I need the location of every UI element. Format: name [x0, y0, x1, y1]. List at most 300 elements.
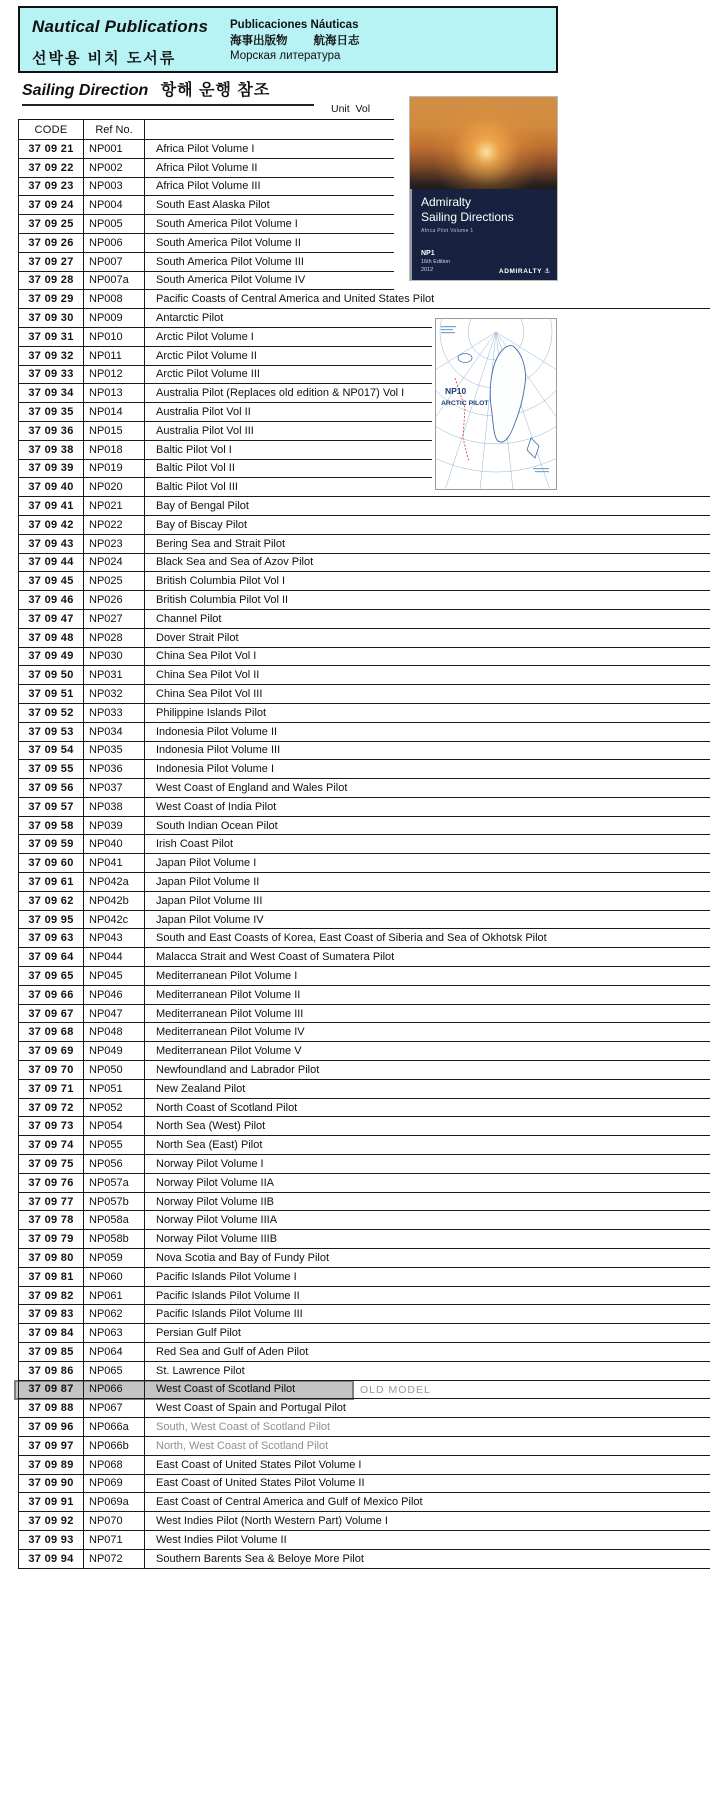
table-row: [18, 1493, 710, 1512]
row-ref-no: NP050: [84, 1061, 145, 1080]
banner-right: [230, 17, 360, 65]
row-title: Newfoundland and Labrador Pilot: [145, 1061, 710, 1080]
row-ref-no: NP055: [84, 1136, 145, 1155]
row-code: 37 09 78: [18, 1211, 84, 1230]
row-code: 37 09 39: [18, 460, 84, 479]
row-ref-no: NP067: [84, 1399, 145, 1418]
row-ref-no: NP062: [84, 1305, 145, 1324]
table-row: [18, 516, 710, 535]
row-title: Mediterranean Pilot Volume II: [145, 986, 710, 1005]
row-title: Black Sea and Sea of Azov Pilot: [145, 554, 710, 573]
arctic-pilot-map-image: [435, 318, 557, 490]
table-row: [18, 685, 710, 704]
page-title-korean: 선박용 비치 도서류: [32, 50, 177, 67]
row-code: 37 09 55: [18, 760, 84, 779]
row-code: 37 09 87: [18, 1381, 84, 1400]
row-code: 37 09 81: [18, 1268, 84, 1287]
row-code: 37 09 76: [18, 1174, 84, 1193]
table-row: [18, 1099, 710, 1118]
arctic-map-graphic: [435, 318, 557, 490]
table-row: [18, 760, 710, 779]
row-code: 37 09 36: [18, 422, 84, 441]
row-title: British Columbia Pilot Vol I: [145, 572, 710, 591]
row-title: Baltic Pilot Vol III: [145, 478, 710, 497]
row-title: Australia Pilot (Replaces old edition & NP017) Vol I: [145, 384, 710, 403]
row-ref-no: NP025: [84, 572, 145, 591]
row-code: 37 09 57: [18, 798, 84, 817]
row-code: 37 09 30: [18, 309, 84, 328]
row-ref-no: NP007a: [84, 272, 145, 291]
row-ref-no: NP021: [84, 497, 145, 516]
row-code: 37 09 77: [18, 1193, 84, 1212]
row-title: Bay of Bengal Pilot: [145, 497, 710, 516]
row-code: 37 09 83: [18, 1305, 84, 1324]
row-code: 37 09 26: [18, 234, 84, 253]
table-row: [18, 666, 710, 685]
row-title: Persian Gulf Pilot: [145, 1324, 710, 1343]
row-title: North Sea (East) Pilot: [145, 1136, 710, 1155]
table-row: [18, 742, 710, 761]
book-cover-image: [410, 97, 557, 280]
row-ref-no: NP032: [84, 685, 145, 704]
row-title: China Sea Pilot Vol III: [145, 685, 710, 704]
row-title: Arctic Pilot Volume III: [145, 366, 710, 385]
row-code: 37 09 28: [18, 272, 84, 291]
page-title-russian: Морская литература: [230, 50, 341, 63]
row-title: Africa Pilot Volume III: [145, 178, 710, 197]
row-code: 37 09 96: [18, 1418, 84, 1437]
row-title: Japan Pilot Volume I: [145, 854, 710, 873]
page-title-chinese-left: 海事出版物: [230, 34, 288, 47]
row-ref-no: NP054: [84, 1117, 145, 1136]
row-code: 37 09 69: [18, 1042, 84, 1061]
table-row: [18, 948, 710, 967]
row-code: 37 09 91: [18, 1493, 84, 1512]
row-code: 37 09 68: [18, 1023, 84, 1042]
table-row: [18, 1117, 710, 1136]
cover-sunset-photo: [410, 97, 557, 189]
row-title: Dover Strait Pilot: [145, 629, 710, 648]
row-title: Baltic Pilot Vol I: [145, 441, 710, 460]
table-row: [18, 779, 710, 798]
row-title: West Indies Pilot (North Western Part) Volume I: [145, 1512, 710, 1531]
row-ref-no: NP010: [84, 328, 145, 347]
row-ref-no: NP057b: [84, 1193, 145, 1212]
row-title: Malacca Strait and West Coast of Sumatera Pilot: [145, 948, 710, 967]
column-header-ref-no: Ref No.: [84, 119, 145, 140]
cover-year: 2012: [421, 267, 434, 274]
table-row: [18, 1211, 710, 1230]
row-code: 37 09 70: [18, 1061, 84, 1080]
row-ref-no: NP052: [84, 1099, 145, 1118]
row-title: Norway Pilot Volume IIIA: [145, 1211, 710, 1230]
row-ref-no: NP015: [84, 422, 145, 441]
row-title: West Coast of Spain and Portugal Pilot: [145, 1399, 710, 1418]
row-title: British Columbia Pilot Vol II: [145, 591, 710, 610]
row-title: North Sea (West) Pilot: [145, 1117, 710, 1136]
row-title: South America Pilot Volume I: [145, 215, 710, 234]
table-row: [18, 610, 710, 629]
row-ref-no: NP070: [84, 1512, 145, 1531]
table-row: [18, 1136, 710, 1155]
cover-edition-block: [421, 249, 450, 275]
table-row: [18, 1324, 710, 1343]
row-title: Indonesia Pilot Volume II: [145, 723, 710, 742]
row-code: 37 09 59: [18, 835, 84, 854]
row-code: 37 09 88: [18, 1399, 84, 1418]
row-title: Australia Pilot Vol III: [145, 422, 710, 441]
row-ref-no: NP030: [84, 648, 145, 667]
row-ref-no: NP004: [84, 196, 145, 215]
row-title: North, West Coast of Scotland Pilot: [145, 1437, 710, 1456]
section-title-english: Sailing Direction: [22, 82, 149, 99]
row-title: West Coast of India Pilot: [145, 798, 710, 817]
table-row: [18, 554, 710, 573]
table-row: [18, 1023, 710, 1042]
row-code: 37 09 94: [18, 1550, 84, 1569]
table-row: [18, 1230, 710, 1249]
row-ref-no: NP044: [84, 948, 145, 967]
row-ref-no: NP018: [84, 441, 145, 460]
row-ref-no: NP036: [84, 760, 145, 779]
row-code: 37 09 66: [18, 986, 84, 1005]
row-ref-no: NP064: [84, 1343, 145, 1362]
row-ref-no: NP035: [84, 742, 145, 761]
row-code: 37 09 44: [18, 554, 84, 573]
row-ref-no: NP039: [84, 817, 145, 836]
map-label-np10: NP10: [445, 386, 467, 396]
row-code: 37 09 46: [18, 591, 84, 610]
row-title: Antarctic Pilot: [145, 309, 710, 328]
table-row: [18, 1305, 710, 1324]
row-ref-no: NP049: [84, 1042, 145, 1061]
table-row: [18, 648, 710, 667]
table-row: [18, 817, 710, 836]
row-code: 37 09 92: [18, 1512, 84, 1531]
row-ref-no: NP046: [84, 986, 145, 1005]
table-row: [18, 1249, 710, 1268]
row-title: Red Sea and Gulf of Aden Pilot: [145, 1343, 710, 1362]
row-title: Norway Pilot Volume I: [145, 1155, 710, 1174]
row-title: East Coast of Central America and Gulf of Mexico Pilot: [145, 1493, 710, 1512]
row-code: 37 09 29: [18, 290, 84, 309]
table-row: [18, 835, 710, 854]
row-title: St. Lawrence Pilot: [145, 1362, 710, 1381]
row-title: South America Pilot Volume II: [145, 234, 710, 253]
row-title: West Coast of Scotland Pilot: [145, 1381, 710, 1400]
table-row: [18, 629, 710, 648]
row-code: 37 09 34: [18, 384, 84, 403]
row-code: 37 09 82: [18, 1287, 84, 1306]
row-ref-no: NP069a: [84, 1493, 145, 1512]
row-ref-no: NP007: [84, 253, 145, 272]
row-title: South Indian Ocean Pilot: [145, 817, 710, 836]
row-code: 37 09 93: [18, 1531, 84, 1550]
row-code: 37 09 64: [18, 948, 84, 967]
row-code: 37 09 47: [18, 610, 84, 629]
table-row: [18, 1268, 710, 1287]
row-code: 37 09 40: [18, 478, 84, 497]
cover-body: [410, 189, 557, 280]
row-code: 37 09 24: [18, 196, 84, 215]
row-title: Indonesia Pilot Volume III: [145, 742, 710, 761]
table-row: [18, 1437, 710, 1456]
table-row: [18, 497, 710, 516]
row-ref-no: NP033: [84, 704, 145, 723]
row-code: 37 09 72: [18, 1099, 84, 1118]
row-ref-no: NP068: [84, 1456, 145, 1475]
row-title: North Coast of Scotland Pilot: [145, 1099, 710, 1118]
row-code: 37 09 51: [18, 685, 84, 704]
row-title: Bering Sea and Strait Pilot: [145, 535, 710, 554]
row-ref-no: NP009: [84, 309, 145, 328]
page-title-english: Nautical Publications: [32, 17, 209, 36]
row-code: 37 09 32: [18, 347, 84, 366]
row-code: 37 09 48: [18, 629, 84, 648]
row-ref-no: NP038: [84, 798, 145, 817]
row-ref-no: NP041: [84, 854, 145, 873]
row-ref-no: NP047: [84, 1005, 145, 1024]
unit-label: Unit Vol: [331, 103, 371, 115]
row-title: South and East Coasts of Korea, East Coast of Siberia and Sea of Okhotsk Pilot: [145, 929, 710, 948]
row-title: Southern Barents Sea & Beloye More Pilot: [145, 1550, 710, 1569]
row-title: Channel Pilot: [145, 610, 710, 629]
table-row: [18, 704, 710, 723]
row-ref-no: NP042a: [84, 873, 145, 892]
row-title: Mediterranean Pilot Volume III: [145, 1005, 710, 1024]
row-ref-no: NP011: [84, 347, 145, 366]
table-row: [18, 572, 710, 591]
row-code: 37 09 84: [18, 1324, 84, 1343]
row-code: 37 09 58: [18, 817, 84, 836]
table-row: [18, 1174, 710, 1193]
row-code: 37 09 53: [18, 723, 84, 742]
row-title: Norway Pilot Volume IIB: [145, 1193, 710, 1212]
row-title: Mediterranean Pilot Volume IV: [145, 1023, 710, 1042]
row-ref-no: NP060: [84, 1268, 145, 1287]
row-ref-no: NP002: [84, 159, 145, 178]
table-row: [18, 1343, 710, 1362]
row-ref-no: NP040: [84, 835, 145, 854]
admiralty-logo-text: ADMIRALTY: [498, 267, 543, 275]
page-header-banner: [18, 6, 558, 73]
row-ref-no: NP069: [84, 1475, 145, 1494]
table-row: [18, 1193, 710, 1212]
row-ref-no: NP026: [84, 591, 145, 610]
row-title: Australia Pilot Vol II: [145, 403, 710, 422]
row-ref-no: NP034: [84, 723, 145, 742]
row-code: 37 09 73: [18, 1117, 84, 1136]
row-ref-no: NP057a: [84, 1174, 145, 1193]
table-row: [18, 911, 710, 930]
row-code: 37 09 80: [18, 1249, 84, 1268]
row-title: Norway Pilot Volume IIA: [145, 1174, 710, 1193]
row-ref-no: NP045: [84, 967, 145, 986]
table-row: [18, 1418, 710, 1437]
row-code: 37 09 74: [18, 1136, 84, 1155]
table-row: [18, 290, 710, 309]
row-code: 37 09 85: [18, 1343, 84, 1362]
table-row: [18, 1531, 710, 1550]
row-title: Pacific Islands Pilot Volume III: [145, 1305, 710, 1324]
row-code: 37 09 22: [18, 159, 84, 178]
row-title: Africa Pilot Volume I: [145, 140, 710, 159]
row-title: Baltic Pilot Vol II: [145, 460, 710, 479]
row-ref-no: NP023: [84, 535, 145, 554]
admiralty-logo: [499, 267, 551, 275]
row-title: Japan Pilot Volume II: [145, 873, 710, 892]
row-title: South, West Coast of Scotland Pilot: [145, 1418, 710, 1437]
table-row: [18, 1005, 710, 1024]
row-ref-no: NP001: [84, 140, 145, 159]
row-ref-no: NP008: [84, 290, 145, 309]
table-row: [18, 986, 710, 1005]
row-code: 37 09 65: [18, 967, 84, 986]
table-row: [18, 1061, 710, 1080]
row-code: 37 09 42: [18, 516, 84, 535]
row-ref-no: NP005: [84, 215, 145, 234]
table-row: [18, 929, 710, 948]
table-row: [18, 1362, 710, 1381]
row-ref-no: NP061: [84, 1287, 145, 1306]
row-title: West Indies Pilot Volume II: [145, 1531, 710, 1550]
table-row: [18, 1475, 710, 1494]
banner-left: [32, 17, 230, 65]
page-title-chinese-right: 航海日志: [313, 34, 360, 47]
row-ref-no: NP066: [84, 1381, 145, 1400]
row-code: 37 09 52: [18, 704, 84, 723]
row-title: East Coast of United States Pilot Volume I: [145, 1456, 710, 1475]
row-ref-no: NP051: [84, 1080, 145, 1099]
row-ref-no: NP024: [84, 554, 145, 573]
column-header-code: CODE: [18, 119, 84, 140]
row-code: 37 09 97: [18, 1437, 84, 1456]
row-title: South America Pilot Volume III: [145, 253, 710, 272]
row-ref-no: NP022: [84, 516, 145, 535]
row-title: Africa Pilot Volume II: [145, 159, 710, 178]
row-ref-no: NP059: [84, 1249, 145, 1268]
table-row: [18, 1512, 710, 1531]
row-title: Norway Pilot Volume IIIB: [145, 1230, 710, 1249]
cover-footer: [421, 249, 551, 275]
row-code: 37 09 21: [18, 140, 84, 159]
table-row: [18, 1042, 710, 1061]
table-row: [18, 535, 710, 554]
row-code: 37 09 41: [18, 497, 84, 516]
old-model-note: OLD MODEL: [360, 1383, 431, 1396]
row-title: Japan Pilot Volume III: [145, 892, 710, 911]
row-ref-no: NP028: [84, 629, 145, 648]
row-title: West Coast of England and Wales Pilot: [145, 779, 710, 798]
cover-edition: 16th Edition: [421, 259, 451, 266]
row-ref-no: NP003: [84, 178, 145, 197]
cover-title: Sailing Directions: [421, 209, 514, 224]
table-row: [18, 967, 710, 986]
row-title: South East Alaska Pilot: [145, 196, 710, 215]
row-code: 37 09 75: [18, 1155, 84, 1174]
row-code: 37 09 79: [18, 1230, 84, 1249]
table-row: [18, 854, 710, 873]
row-code: 37 09 90: [18, 1475, 84, 1494]
row-title: China Sea Pilot Vol II: [145, 666, 710, 685]
row-code: 37 09 61: [18, 873, 84, 892]
row-title: Mediterranean Pilot Volume V: [145, 1042, 710, 1061]
row-ref-no: NP066a: [84, 1418, 145, 1437]
row-code: 37 09 50: [18, 666, 84, 685]
row-ref-no: NP014: [84, 403, 145, 422]
page-title-chinese: [230, 34, 360, 50]
row-ref-no: NP056: [84, 1155, 145, 1174]
table-row: [18, 1399, 710, 1418]
row-ref-no: NP042b: [84, 892, 145, 911]
table-row: [18, 798, 710, 817]
row-code: 37 09 23: [18, 178, 84, 197]
row-code: 37 09 89: [18, 1456, 84, 1475]
row-ref-no: NP037: [84, 779, 145, 798]
row-ref-no: NP043: [84, 929, 145, 948]
table-row: [18, 1381, 710, 1400]
row-title: Pacific Coasts of Central America and United States Pilot: [145, 290, 710, 309]
row-code: 37 09 54: [18, 742, 84, 761]
cover-brand: Admiralty: [421, 195, 472, 209]
row-ref-no: NP058a: [84, 1211, 145, 1230]
row-ref-no: NP019: [84, 460, 145, 479]
row-ref-no: NP048: [84, 1023, 145, 1042]
row-ref-no: NP071: [84, 1531, 145, 1550]
row-ref-no: NP012: [84, 366, 145, 385]
row-code: 37 09 60: [18, 854, 84, 873]
row-code: 37 09 56: [18, 779, 84, 798]
cover-subtitle: Africa Pilot Volume 1: [421, 228, 474, 235]
row-title: Pacific Islands Pilot Volume II: [145, 1287, 710, 1306]
row-ref-no: NP058b: [84, 1230, 145, 1249]
row-title: Indonesia Pilot Volume I: [145, 760, 710, 779]
row-ref-no: NP063: [84, 1324, 145, 1343]
section-title-korean: 항해 운행 참조: [160, 82, 271, 99]
row-title: East Coast of United States Pilot Volume II: [145, 1475, 710, 1494]
row-title: Arctic Pilot Volume I: [145, 328, 710, 347]
row-title: South America Pilot Volume IV: [145, 272, 710, 291]
table-row: [18, 723, 710, 742]
map-label-arctic-pilot: ARCTIC PILOT: [441, 400, 489, 407]
row-title: Japan Pilot Volume IV: [145, 911, 710, 930]
row-title: Pacific Islands Pilot Volume I: [145, 1268, 710, 1287]
cover-np-number: NP1: [421, 249, 435, 257]
row-ref-no: NP072: [84, 1550, 145, 1569]
row-code: 37 09 67: [18, 1005, 84, 1024]
row-code: 37 09 43: [18, 535, 84, 554]
table-row: [18, 1456, 710, 1475]
row-ref-no: NP066b: [84, 1437, 145, 1456]
row-code: 37 09 25: [18, 215, 84, 234]
row-title: Mediterranean Pilot Volume I: [145, 967, 710, 986]
row-title: New Zealand Pilot: [145, 1080, 710, 1099]
row-code: 37 09 86: [18, 1362, 84, 1381]
table-row: [18, 591, 710, 610]
row-code: 37 09 63: [18, 929, 84, 948]
row-ref-no: NP013: [84, 384, 145, 403]
row-title: Irish Coast Pilot: [145, 835, 710, 854]
row-title: Bay of Biscay Pilot: [145, 516, 710, 535]
row-code: 37 09 27: [18, 253, 84, 272]
table-row: [18, 1550, 710, 1569]
table-row: [18, 1287, 710, 1306]
table-row: [18, 873, 710, 892]
row-title: Philippine Islands Pilot: [145, 704, 710, 723]
row-ref-no: NP027: [84, 610, 145, 629]
row-ref-no: NP065: [84, 1362, 145, 1381]
row-ref-no: NP006: [84, 234, 145, 253]
